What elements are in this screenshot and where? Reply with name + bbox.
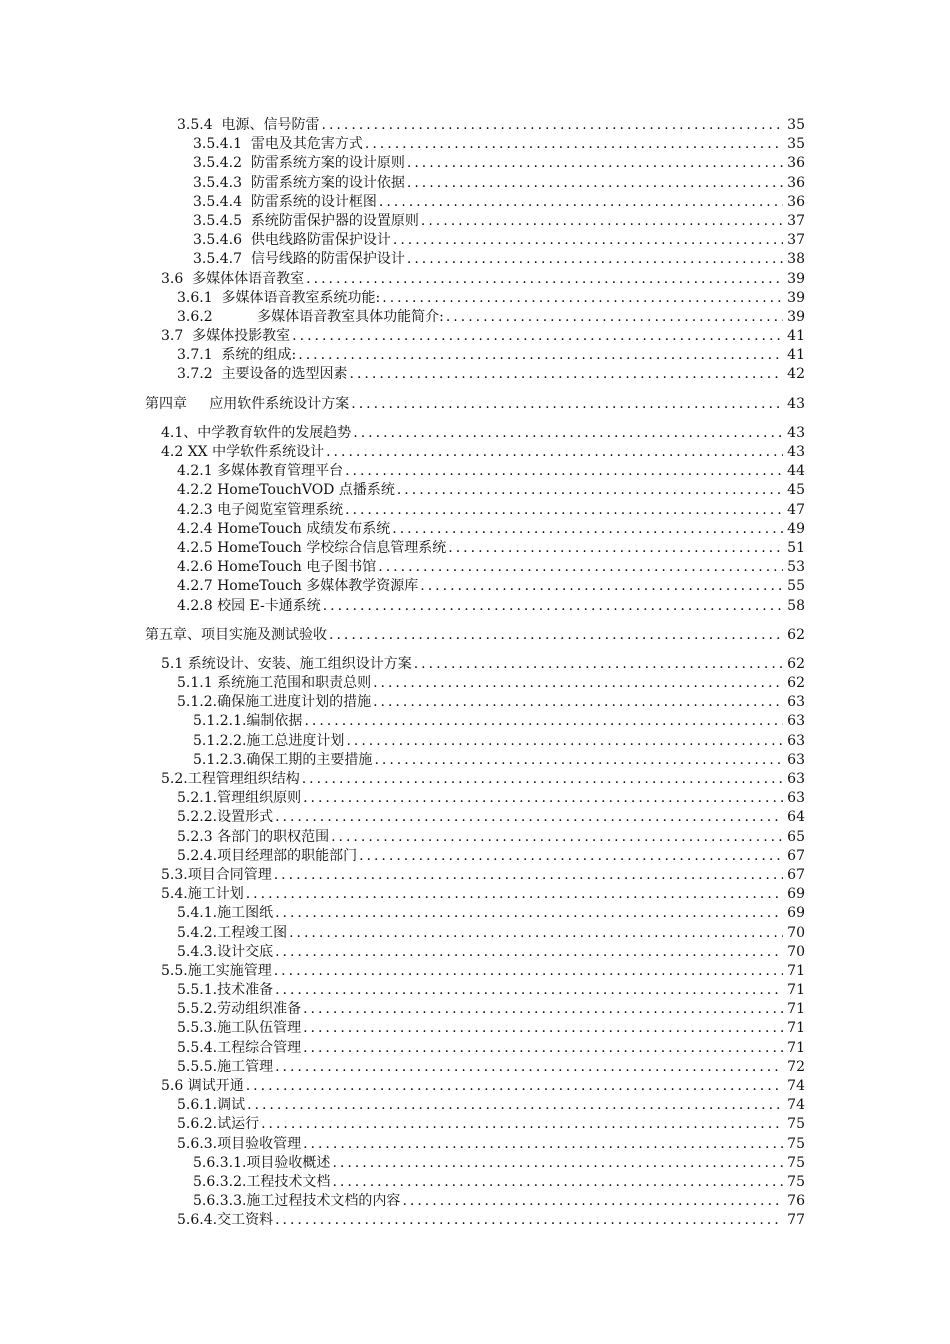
toc-entry[interactable]	[0, 308, 950, 327]
toc-entry-title: 5.5.2.劳动组织准备	[177, 1001, 302, 1018]
toc-entry[interactable]	[0, 395, 950, 414]
toc-entry-title: 5.5.5.施工管理	[177, 1058, 274, 1075]
toc-entry-line	[177, 1115, 805, 1134]
toc-entry-line	[193, 135, 805, 154]
toc-entry-line	[193, 1173, 805, 1192]
toc-dot-leader	[380, 289, 783, 308]
toc-dot-leader	[272, 866, 783, 885]
toc-entry-line	[177, 1039, 805, 1058]
toc-dot-leader	[400, 1192, 783, 1211]
toc-dot-leader	[244, 1077, 783, 1096]
toc-entry-title: 5.3.项目合同管理	[161, 866, 272, 883]
toc-entry-title: 4.2.8 校园 E-卡通系统	[177, 597, 321, 614]
toc-entry-line	[177, 981, 805, 1000]
toc-entry[interactable]	[0, 770, 950, 789]
toc-entry-line	[161, 270, 805, 289]
toc-entry[interactable]	[0, 365, 950, 384]
toc-entry-title: 3.7.1 系统的组成:	[177, 347, 297, 364]
toc-entry[interactable]	[0, 885, 950, 904]
toc-page-number: 67	[787, 847, 805, 864]
toc-page-number: 41	[787, 328, 805, 345]
toc-entry[interactable]	[0, 270, 950, 289]
toc-dot-leader	[329, 828, 783, 847]
toc-entry-title: 5.1 系统设计、安装、施工组织设计方案	[161, 655, 412, 672]
toc-entry[interactable]	[0, 443, 950, 462]
toc-entry[interactable]	[0, 154, 950, 173]
toc-entry-title: 5.2.1.管理组织原则	[177, 790, 302, 807]
toc-entry-title: 3.5.4.3 防雷系统方案的设计依据	[193, 174, 405, 191]
toc-entry[interactable]	[0, 462, 950, 481]
toc-page-number: 69	[787, 905, 805, 922]
toc-page-number: 42	[787, 366, 805, 383]
toc-entry-title: 3.7 多媒体投影教室	[161, 328, 291, 345]
toc-entry[interactable]	[0, 655, 950, 674]
toc-dot-leader	[330, 1154, 783, 1173]
toc-page-number: 63	[787, 694, 805, 711]
toc-entry-title: 4.2.5 HomeTouch 学校综合信息管理系统	[177, 539, 447, 556]
toc-page-number: 71	[787, 1039, 805, 1056]
toc-page-number: 71	[787, 1001, 805, 1018]
toc-dot-leader	[301, 1039, 783, 1058]
toc-dot-leader	[273, 943, 783, 962]
toc-entry[interactable]	[0, 1192, 950, 1211]
toc-dot-leader	[273, 808, 783, 827]
toc-entry-title: 5.6.3.1.项目验收概述	[193, 1154, 331, 1171]
toc-entry[interactable]	[0, 732, 950, 751]
toc-dot-leader	[327, 626, 783, 645]
toc-page-number: 41	[787, 347, 805, 364]
toc-entry[interactable]	[0, 577, 950, 596]
toc-page-number: 44	[787, 463, 805, 480]
toc-entry-line	[161, 962, 805, 981]
toc-entry[interactable]	[0, 327, 950, 346]
toc-page-number: 43	[787, 444, 805, 460]
toc-entry-line	[177, 1019, 805, 1038]
toc-page-number: 37	[787, 232, 805, 249]
toc-entry-title: 5.5.3.施工队伍管理	[177, 1020, 302, 1037]
toc-entry-title: 4.2.6 HomeTouch 电子图书馆	[177, 559, 377, 576]
toc-entry[interactable]	[0, 943, 950, 962]
toc-page-number: 70	[787, 943, 805, 960]
toc-page-number: 75	[787, 1154, 805, 1171]
toc-entry-line	[177, 693, 805, 712]
toc-entry[interactable]	[0, 626, 950, 645]
toc-dot-leader	[300, 770, 783, 789]
toc-entry[interactable]	[0, 424, 950, 443]
toc-page-number: 63	[787, 790, 805, 807]
toc-entry-line	[161, 443, 805, 462]
toc-entry-line	[177, 1000, 805, 1019]
toc-entry-title: 4.2.1 多媒体教育管理平台	[177, 463, 344, 480]
toc-entry-line	[177, 346, 805, 365]
toc-entry[interactable]	[0, 1135, 950, 1154]
toc-entry-title: 4.2 XX 中学软件系统设计	[161, 444, 325, 460]
toc-entry-title: 5.5.施工实施管理	[161, 962, 272, 979]
toc-page-number: 35	[787, 117, 805, 133]
toc-entry-line	[161, 424, 805, 443]
toc-entry-line	[193, 732, 805, 751]
toc-entry[interactable]	[0, 539, 950, 558]
toc-entry[interactable]	[0, 1096, 950, 1115]
toc-dot-leader	[343, 501, 783, 520]
toc-entry[interactable]	[0, 212, 950, 231]
toc-entry-title: 4.1、中学教育软件的发展趋势	[161, 424, 352, 441]
toc-page-number: 63	[787, 713, 805, 730]
toc-page-number: 43	[787, 395, 805, 412]
toc-dot-leader	[376, 558, 783, 577]
toc-entry[interactable]	[0, 1115, 950, 1134]
toc-entry[interactable]	[0, 558, 950, 577]
toc-page-number: 71	[787, 1020, 805, 1037]
toc-entry[interactable]	[0, 193, 950, 212]
toc-entry[interactable]	[0, 847, 950, 866]
toc-dot-leader	[290, 327, 783, 346]
toc-entry[interactable]	[0, 481, 950, 500]
toc-entry-line	[177, 462, 805, 481]
toc-entry-line	[177, 116, 805, 135]
toc-page-number: 55	[787, 578, 805, 595]
toc-entry-line	[177, 539, 805, 558]
toc-entry-title: 5.4.1.施工图纸	[177, 905, 274, 922]
toc-page-number: 71	[787, 982, 805, 999]
toc-entry-line	[161, 1077, 805, 1096]
toc-page-number: 39	[787, 289, 805, 306]
toc-entry[interactable]	[0, 712, 950, 731]
toc-dot-leader	[405, 154, 783, 173]
toc-entry[interactable]	[0, 981, 950, 1000]
toc-page-number: 65	[787, 828, 805, 845]
toc-entry-title: 5.4.3.设计交底	[177, 943, 274, 960]
toc-entry-title: 3.5.4.7 信号线路的防雷保护设计	[193, 251, 405, 268]
toc-page-number: 39	[787, 270, 805, 287]
section-gap	[0, 414, 950, 424]
toc-entry[interactable]	[0, 1000, 950, 1019]
toc-entry-title: 3.5.4.4 防雷系统的设计框图	[193, 193, 377, 210]
toc-dot-leader	[301, 1000, 783, 1019]
toc-page-number: 75	[787, 1173, 805, 1190]
toc-entry-line	[177, 577, 805, 596]
toc-entry-title: 5.1.2.确保施工进度计划的措施	[177, 694, 372, 711]
toc-entry-title: 5.2.工程管理组织结构	[161, 771, 300, 787]
toc-entry-title: 5.2.2.设置形式	[177, 809, 274, 826]
toc-entry-line	[177, 847, 805, 866]
toc-entry[interactable]	[0, 1211, 950, 1230]
toc-dot-leader	[391, 231, 783, 250]
toc-entry-line	[193, 751, 805, 770]
toc-dot-leader	[363, 135, 783, 154]
toc-dot-leader	[301, 1019, 783, 1038]
toc-entry-title: 第四章 应用软件系统设计方案	[145, 395, 350, 412]
table-of-contents	[0, 116, 950, 1231]
toc-entry-title: 3.5.4.5 系统防雷保护器的设置原则	[193, 212, 419, 229]
toc-entry-line	[177, 789, 805, 808]
toc-dot-leader	[390, 520, 783, 539]
toc-entry-line	[177, 904, 805, 923]
toc-entry[interactable]	[0, 346, 950, 365]
toc-entry[interactable]	[0, 174, 950, 193]
toc-entry-line	[145, 626, 805, 645]
toc-entry-line	[177, 558, 805, 577]
toc-page-number: 63	[787, 751, 805, 768]
toc-entry-title: 5.5.1.技术准备	[177, 982, 274, 999]
toc-entry-line	[177, 1135, 805, 1154]
toc-page-number: 71	[787, 962, 805, 979]
toc-dot-leader	[343, 462, 783, 481]
toc-page-number: 43	[787, 424, 805, 441]
toc-entry[interactable]	[0, 904, 950, 923]
toc-entry-line	[177, 597, 805, 616]
toc-entry[interactable]	[0, 501, 950, 520]
toc-entry-title: 3.6.1 多媒体语音教室系统功能:	[177, 289, 381, 306]
toc-dot-leader	[245, 1096, 783, 1115]
toc-dot-leader	[324, 443, 783, 462]
toc-entry[interactable]	[0, 828, 950, 847]
toc-dot-leader	[412, 655, 783, 674]
toc-dot-leader	[446, 539, 783, 558]
toc-page-number: 75	[787, 1116, 805, 1133]
toc-entry-line	[161, 885, 805, 904]
toc-entry[interactable]	[0, 597, 950, 616]
toc-entry-line	[177, 308, 805, 327]
toc-dot-leader	[301, 1135, 783, 1154]
toc-dot-leader	[273, 981, 783, 1000]
toc-entry[interactable]	[0, 693, 950, 712]
toc-entry[interactable]	[0, 808, 950, 827]
toc-page-number: 76	[787, 1193, 805, 1210]
toc-page-number: 37	[787, 212, 805, 229]
toc-entry-title: 4.2.4 HomeTouch 成绩发布系统	[177, 520, 391, 537]
toc-page-number: 49	[787, 520, 805, 537]
toc-entry[interactable]	[0, 289, 950, 308]
toc-dot-leader	[287, 924, 783, 943]
toc-entry[interactable]	[0, 789, 950, 808]
toc-entry-title: 4.2.2 HomeTouchVOD 点播系统	[177, 482, 395, 499]
toc-page-number: 47	[787, 501, 805, 518]
toc-entry-title: 3.5.4.6 供电线路防雷保护设计	[193, 232, 391, 249]
toc-page-number: 38	[787, 251, 805, 268]
toc-page-number: 35	[787, 136, 805, 153]
toc-entry-line	[177, 924, 805, 943]
toc-entry-line	[193, 1192, 805, 1211]
toc-entry-line	[145, 395, 805, 414]
section-gap	[0, 616, 950, 626]
toc-entry-title: 5.6.3.3.施工过程技术文档的内容	[193, 1193, 401, 1210]
toc-entry-title: 3.5.4.2 防雷系统方案的设计原则	[193, 155, 405, 172]
toc-dot-leader	[395, 481, 783, 500]
toc-dot-leader	[418, 577, 783, 596]
toc-entry[interactable]	[0, 1039, 950, 1058]
toc-page-number: 72	[787, 1058, 805, 1075]
toc-entry-title: 5.1.2.2.施工总进度计划	[193, 732, 345, 749]
toc-page-number: 64	[787, 809, 805, 826]
toc-entry-title: 5.4.2.工程竣工图	[177, 924, 288, 941]
toc-dot-leader	[405, 250, 783, 269]
toc-dot-leader	[273, 1058, 783, 1077]
toc-entry-title: 5.1.2.1.编制依据	[193, 713, 303, 730]
toc-entry-line	[177, 943, 805, 962]
toc-dot-leader	[351, 424, 783, 443]
toc-dot-leader	[371, 693, 783, 712]
toc-entry-line	[177, 674, 805, 693]
toc-entry-line	[177, 828, 805, 847]
toc-dot-leader	[296, 346, 783, 365]
toc-dot-leader	[259, 1115, 783, 1134]
toc-entry-title: 5.6 调试开通	[161, 1078, 244, 1094]
toc-entry[interactable]	[0, 231, 950, 250]
toc-page-number: 36	[787, 193, 805, 210]
toc-entry-line	[193, 212, 805, 231]
toc-entry[interactable]	[0, 1019, 950, 1038]
toc-entry-line	[193, 154, 805, 173]
toc-entry-line	[161, 866, 805, 885]
toc-entry-title: 5.2.3 各部门的职权范围	[177, 828, 330, 845]
toc-entry-line	[177, 481, 805, 500]
toc-entry-title: 3.7.2 主要设备的选型因素	[177, 366, 348, 383]
toc-dot-leader	[330, 1173, 783, 1192]
toc-dot-leader	[273, 1211, 783, 1230]
toc-entry-line	[193, 231, 805, 250]
toc-entry[interactable]	[0, 1154, 950, 1173]
toc-page-number: 75	[787, 1135, 805, 1152]
toc-entry-line	[193, 712, 805, 731]
toc-dot-leader	[405, 174, 783, 193]
toc-page-number: 62	[787, 626, 805, 643]
toc-page-number: 67	[787, 866, 805, 883]
toc-page-number: 39	[787, 308, 805, 325]
toc-page-number: 53	[787, 559, 805, 576]
toc-entry[interactable]	[0, 116, 950, 135]
toc-entry-line	[177, 365, 805, 384]
toc-dot-leader	[377, 193, 783, 212]
toc-page-number: 45	[787, 482, 805, 499]
toc-entry-line	[177, 1211, 805, 1230]
toc-entry-title: 4.2.7 HomeTouch 多媒体教学资源库	[177, 578, 419, 595]
toc-entry-line	[161, 770, 805, 789]
toc-entry[interactable]	[0, 674, 950, 693]
toc-entry[interactable]	[0, 962, 950, 981]
toc-dot-leader	[273, 904, 783, 923]
toc-page-number: 74	[787, 1078, 805, 1094]
toc-entry-title: 5.6.1.调试	[177, 1097, 246, 1114]
toc-page-number: 63	[787, 771, 805, 787]
toc-entry-title: 3.5.4 电源、信号防雷	[177, 117, 320, 133]
toc-dot-leader	[348, 365, 783, 384]
toc-page-number: 36	[787, 174, 805, 191]
toc-entry[interactable]	[0, 924, 950, 943]
toc-entry-line	[177, 289, 805, 308]
toc-dot-leader	[302, 712, 783, 731]
toc-entry[interactable]	[0, 520, 950, 539]
toc-page-number: 74	[787, 1097, 805, 1114]
toc-page-number: 62	[787, 675, 805, 692]
toc-dot-leader	[419, 212, 783, 231]
toc-entry-title: 3.5.4.1 雷电及其危害方式	[193, 136, 363, 153]
toc-entry-title: 5.1.1 系统施工范围和职责总则	[177, 675, 372, 692]
toc-page-number: 69	[787, 886, 805, 903]
toc-entry-title: 5.6.3.项目验收管理	[177, 1135, 302, 1152]
toc-entry-title: 3.6 多媒体体语音教室	[161, 270, 305, 287]
toc-dot-leader	[372, 751, 783, 770]
toc-dot-leader	[357, 847, 783, 866]
toc-entry-line	[193, 1154, 805, 1173]
toc-page-number: 70	[787, 924, 805, 941]
toc-entry-title: 5.6.2.试运行	[177, 1116, 260, 1133]
toc-entry-title: 5.4.施工计划	[161, 886, 244, 903]
section-gap	[0, 385, 950, 395]
toc-entry-title: 5.6.4.交工资料	[177, 1212, 274, 1229]
toc-dot-leader	[304, 270, 783, 289]
toc-dot-leader	[371, 674, 783, 693]
toc-entry-title: 4.2.3 电子阅览室管理系统	[177, 501, 344, 518]
toc-dot-leader	[244, 885, 783, 904]
toc-dot-leader	[349, 395, 783, 414]
toc-page-number: 51	[787, 539, 805, 556]
toc-entry-title: 3.6.2 多媒体语音教室具体功能简介:	[177, 308, 444, 325]
toc-entry-line	[193, 174, 805, 193]
toc-entry[interactable]	[0, 1077, 950, 1096]
toc-dot-leader	[272, 962, 783, 981]
toc-entry[interactable]	[0, 1058, 950, 1077]
toc-entry-title: 5.5.4.工程综合管理	[177, 1039, 302, 1056]
toc-entry-title: 第五章、项目实施及测试验收	[145, 626, 327, 643]
toc-entry-line	[177, 1096, 805, 1115]
toc-entry-title: 5.1.2.3.确保工期的主要措施	[193, 751, 373, 768]
toc-entry-title: 5.6.3.2.工程技术文档	[193, 1173, 331, 1190]
toc-dot-leader	[301, 789, 783, 808]
toc-dot-leader	[320, 116, 783, 135]
toc-entry-line	[177, 1058, 805, 1077]
toc-entry[interactable]	[0, 866, 950, 885]
toc-page-number: 77	[787, 1212, 805, 1229]
toc-entry[interactable]	[0, 135, 950, 154]
toc-dot-leader	[321, 597, 783, 616]
section-gap	[0, 645, 950, 655]
toc-entry[interactable]	[0, 1173, 950, 1192]
toc-entry-line	[193, 193, 805, 212]
toc-entry-line	[161, 655, 805, 674]
toc-dot-leader	[344, 732, 783, 751]
toc-entry[interactable]	[0, 250, 950, 269]
toc-entry-line	[177, 808, 805, 827]
toc-page-number: 58	[787, 597, 805, 614]
toc-entry-line	[161, 327, 805, 346]
toc-entry-line	[177, 501, 805, 520]
toc-page-number: 36	[787, 155, 805, 172]
toc-entry-title: 5.2.4.项目经理部的职能部门	[177, 847, 358, 864]
toc-page-number: 62	[787, 655, 805, 672]
toc-page-number: 63	[787, 732, 805, 749]
toc-dot-leader	[444, 308, 783, 327]
toc-entry[interactable]	[0, 751, 950, 770]
toc-entry-line	[193, 250, 805, 269]
toc-entry-line	[177, 520, 805, 539]
